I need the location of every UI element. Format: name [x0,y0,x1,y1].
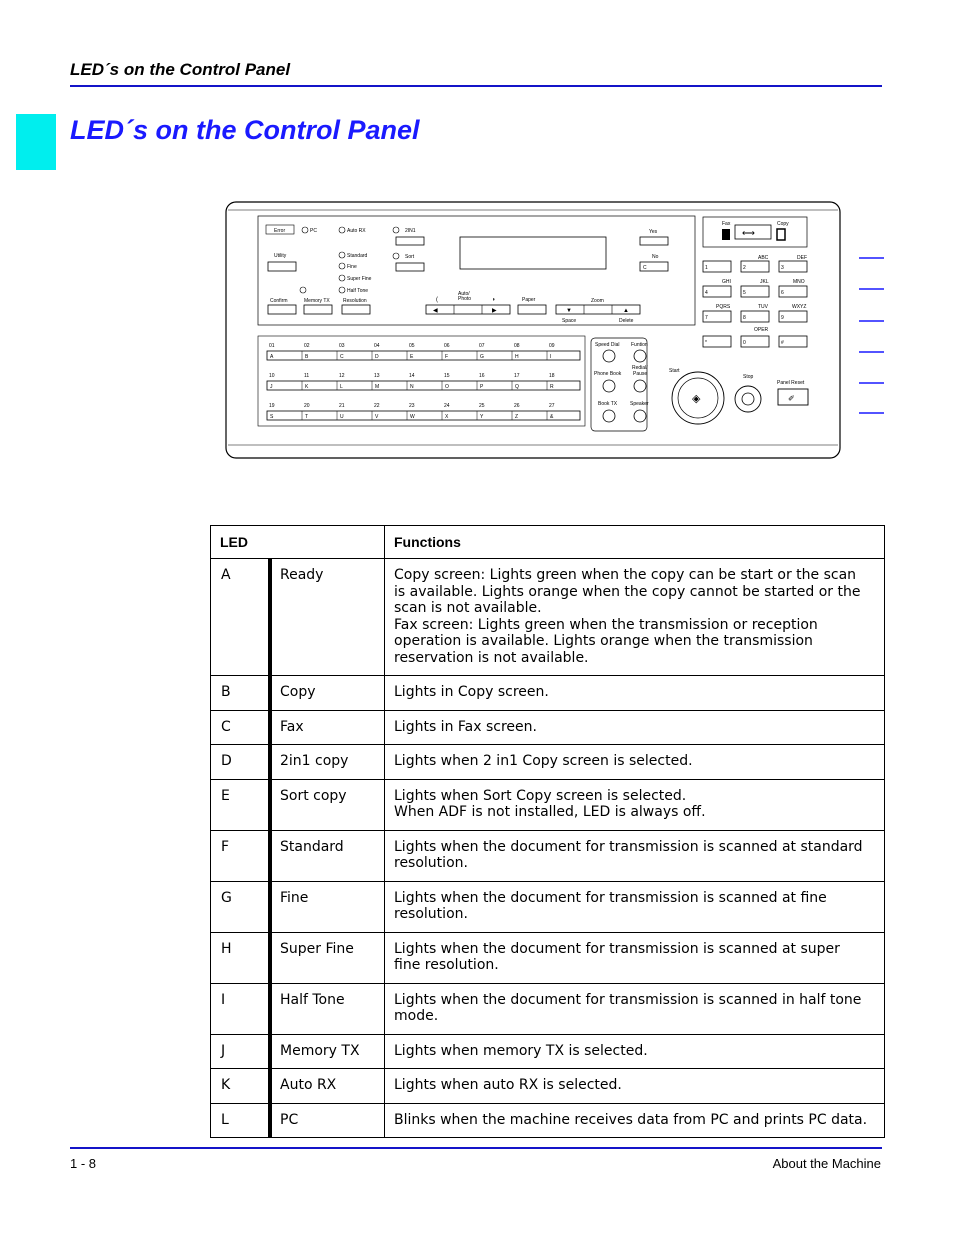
led-function [385,559,885,676]
start-label: Start [669,368,680,374]
one-touch-number: 25 [479,403,485,409]
keypad-digit: 0 [743,340,746,346]
led-letter: H [211,932,271,983]
led-function [385,710,885,745]
one-touch-number: 14 [409,373,415,379]
function-line: is available. Lights orange when the copy cannot be started or the [394,583,861,600]
one-touch-number: 11 [304,373,310,379]
one-touch-letter: U [340,414,344,420]
tuv-label: TUV [758,304,768,310]
reset-icon: ✐ [788,394,795,403]
led-name: Sort copy [270,779,385,830]
keypad-digit: # [781,340,784,346]
fax-label: Fax [722,221,731,227]
function-line: Lights when auto RX is selected. [394,1077,622,1093]
one-touch-letter: T [305,414,309,420]
table-row [211,1034,885,1069]
one-touch-letter: G [480,354,484,360]
one-touch-letter: F [445,354,449,360]
one-touch-letter: I [550,354,552,360]
page-number: 1 - 8 [70,1156,97,1171]
pqrs-label: PQRS [716,304,731,310]
one-touch-number: 15 [444,373,450,379]
control-panel-figure [222,200,888,460]
one-touch-letter: P [480,384,484,390]
table-row [211,779,885,830]
jkl-label: JKL [760,279,769,285]
led-letter: D [211,745,271,780]
led-functions-table [210,525,885,1138]
function-line: Lights when Sort Copy screen is selected. [394,787,687,804]
led-function [385,745,885,780]
zoom-label: Zoom [591,298,604,304]
control-panel-drawing [222,200,888,460]
one-touch-number: 17 [514,373,520,379]
one-touch-number: 24 [444,403,450,409]
led-function [385,881,885,932]
led-letter: F [211,830,271,881]
function-line: operation is available. Lights orange when the transmission [394,633,813,649]
one-touch-number: 13 [374,373,380,379]
one-touch-number: 27 [549,403,555,409]
one-touch-letter: J [270,384,273,390]
book-tx-label: Book TX [598,401,618,407]
one-touch-letter: M [375,384,380,390]
fax-icon [722,229,730,240]
header-led: LED [211,526,385,559]
led-function [385,983,885,1034]
table-body [211,559,885,1138]
one-touch-number: 18 [549,373,555,379]
one-touch-letter: R [550,384,554,390]
table-row [211,745,885,780]
redial-label-2: Pause [633,371,648,377]
keypad-digit: 8 [743,315,746,321]
stop-label: Stop [743,374,754,380]
standard-label: Standard [347,253,368,259]
one-touch-letter: K [305,384,309,390]
one-touch-number: 16 [479,373,485,379]
one-touch-number: 06 [444,343,450,349]
confirm-label: Confirm [270,298,288,304]
keypad-digit: 1 [705,265,708,271]
one-touch-letter: L [340,384,343,390]
table-row [211,676,885,711]
redial-label-1: Redial/ [632,365,648,371]
mno-label: MNO [793,279,805,285]
no-label: No [652,254,659,260]
one-touch-number: 04 [374,343,380,349]
yes-label: Yes [649,229,658,235]
one-touch-number: 01 [269,343,275,349]
one-touch-letter: B [305,354,309,360]
oper-label: OPER [754,327,769,333]
function-line: Lights when 2 in1 Copy screen is selected. [394,753,693,769]
wxyz-label: WXYZ [792,304,807,310]
one-touch-number: 10 [269,373,275,379]
function-line: Lights when the document for transmission is scanned at fine [394,889,827,906]
one-touch-letter: Q [515,384,519,390]
led-name: Half Tone [270,983,385,1034]
zoom-up-icon: ▲ [623,308,629,314]
keypad-digit: 4 [705,290,708,296]
one-touch-letter: Y [480,414,484,420]
led-name: 2in1 copy [270,745,385,780]
auto-photo-label-2: Photo [458,296,472,302]
one-touch-letter: H [515,354,519,360]
copy-label: Copy [777,221,789,227]
ghi-label: GHI [722,279,731,285]
table-header-row [211,526,885,559]
one-touch-number: 07 [479,343,485,349]
function-line: Lights when the document for transmission is scanned in half tone [394,991,862,1008]
keypad-digit: 6 [781,290,784,296]
memory-tx-label: Memory TX [304,298,330,304]
one-touch-letter: Z [515,414,519,420]
function-line: Lights when the document for transmission is scanned at standard [394,838,863,855]
led-letter: G [211,881,271,932]
speed-dial-label: Speed Dial [595,342,620,348]
one-touch-letter: C [340,354,344,360]
density-right-icon: ▶ [492,308,497,314]
toggle-arrow-icon: ⟷ [742,228,755,238]
speaker-label: Speaker [630,401,649,407]
function-line: Copy screen: Lights green when the copy can be start or the scan [394,567,857,583]
page-title: LED´s on the Control Panel [70,115,420,145]
led-letter: I [211,983,271,1034]
2in1-label: 2IN1 [405,228,416,234]
function-line: scan is not available. [394,600,542,616]
one-touch-letter: D [375,354,379,360]
led-name: Super Fine [270,932,385,983]
led-name: Copy [270,676,385,711]
dark-icon: ◗ [492,297,496,303]
led-function [385,1069,885,1104]
space-label: Space [562,318,577,324]
sort-label: Sort [405,254,415,260]
keypad-digit: 5 [743,290,746,296]
led-letter: L [211,1103,271,1138]
table-row [211,830,885,881]
one-touch-number: 09 [549,343,555,349]
one-touch-number: 08 [514,343,520,349]
keypad-digit: 9 [781,315,784,321]
one-touch-letter: E [410,354,414,360]
table-row [211,881,885,932]
super-fine-label: Super Fine [347,276,372,282]
function-line: Lights in Fax screen. [394,718,537,735]
one-touch-letter: S [270,414,274,420]
led-letter: C [211,710,271,745]
resolution-label: Resolution [343,298,367,304]
function-line: fine resolution. [394,957,499,973]
funtion-label: Funtion [631,342,648,348]
one-touch-number: 21 [339,403,345,409]
led-name: Fax [270,710,385,745]
one-touch-letter: & [550,414,554,420]
one-touch-letter: N [410,384,414,390]
clear-label: C [643,265,647,271]
led-name: Auto RX [270,1069,385,1104]
panel-reset-label: Panel Reset [777,380,805,386]
function-line: Lights when memory TX is selected. [394,1042,648,1059]
callout-lines [859,258,884,413]
table-row [211,559,885,676]
one-touch-number: 26 [514,403,520,409]
light-icon: ( [436,297,438,303]
footer-section-title: About the Machine [772,1156,881,1171]
led-function [385,1034,885,1069]
led-name: PC [270,1103,385,1138]
led-name: Standard [270,830,385,881]
header-functions: Functions [385,526,885,559]
section-tab-marker [16,114,56,170]
led-name: Memory TX [270,1034,385,1069]
function-line: resolution. [394,906,468,922]
function-line: Lights in Copy screen. [394,684,549,700]
led-name: Ready [270,559,385,676]
table-row [211,1103,885,1138]
density-left-icon: ◀ [433,308,438,314]
one-touch-number: 03 [339,343,345,349]
one-touch-number: 20 [304,403,310,409]
one-touch-number: 19 [269,403,275,409]
one-touch-number: 12 [339,373,345,379]
function-line: resolution. [394,855,468,871]
one-touch-number: 05 [409,343,415,349]
function-line: When ADF is not installed, LED is always off. [394,804,706,820]
footer-rule [70,1147,882,1149]
led-letter: J [211,1034,271,1069]
one-touch-letter: O [445,384,449,390]
keypad-digit: 7 [705,315,708,321]
utility-label: Utility [274,253,287,259]
function-line: Blinks when the machine receives data from PC and prints PC data. [394,1111,868,1128]
led-letter: B [211,676,271,711]
function-line: Lights when the document for transmission is scanned at super [394,940,840,957]
table-row [211,710,885,745]
table-row [211,932,885,983]
paper-label: Paper [522,297,536,303]
led-function [385,676,885,711]
keypad-digit: 2 [743,265,746,271]
abc-label: ABC [758,255,769,261]
led-function [385,932,885,983]
fine-label: Fine [347,264,357,270]
keypad-digit: 3 [781,265,784,271]
led-name: Fine [270,881,385,932]
one-touch-number: 22 [374,403,380,409]
one-touch-letter: V [375,414,379,420]
start-icon: ◈ [692,393,701,405]
delete-label: Delete [619,318,634,324]
led-letter: K [211,1069,271,1104]
one-touch-letter: A [270,354,274,360]
pc-label: PC [310,228,317,234]
header-rule [70,85,882,87]
phone-book-label: Phone Book [594,371,622,377]
table-row [211,1069,885,1104]
auto-rx-label: Auto RX [347,228,366,234]
function-line: reservation is not available. [394,649,589,666]
auto-photo-label-1: Auto/ [458,291,470,297]
one-touch-letter: X [445,414,449,420]
led-letter: A [211,559,271,676]
error-label: Error [274,228,286,234]
def-label: DEF [797,255,807,261]
led-letter: E [211,779,271,830]
table-row [211,983,885,1034]
half-tone-label: Half Tone [347,288,369,294]
one-touch-letter: W [410,414,415,420]
zoom-down-icon: ▼ [566,308,572,314]
led-function [385,779,885,830]
one-touch-number: 23 [409,403,415,409]
led-function [385,830,885,881]
led-function [385,1103,885,1138]
function-line: mode. [394,1008,439,1024]
function-line: Fax screen: Lights green when the transmission or reception [394,616,818,633]
keypad-digit: * [705,340,707,346]
running-header-title: LED´s on the Control Panel [70,60,291,79]
one-touch-number: 02 [304,343,310,349]
